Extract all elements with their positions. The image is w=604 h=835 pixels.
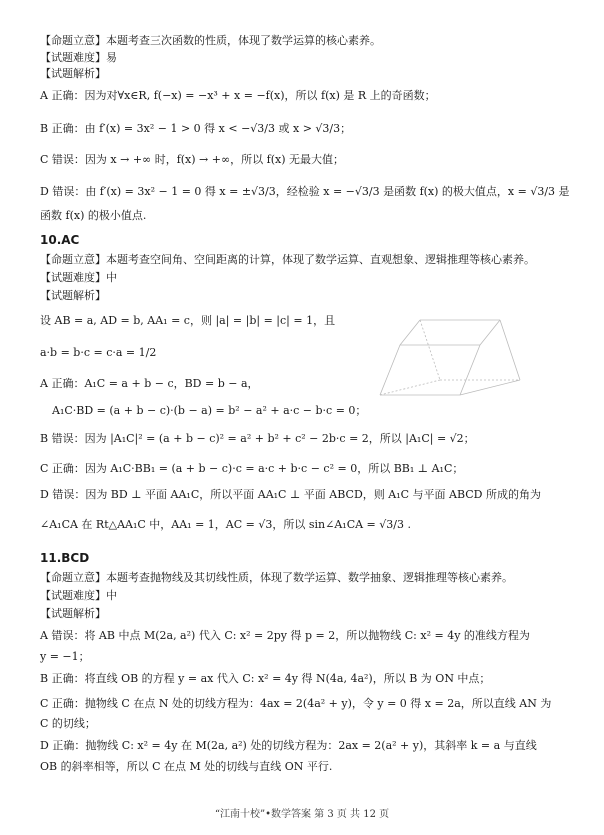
text-line: 函数 f(x) 的极小值点. bbox=[40, 209, 147, 222]
text-line: C 正确：因为 A₁C·BB₁ = (a + b − c)·c = a·c + b·c − c² = 0，所以 BB₁ ⊥ A₁C； bbox=[40, 462, 464, 475]
text-line: C 错误：因为 x → +∞ 时，f(x) → +∞，所以 f(x) 无最大值； bbox=[40, 153, 344, 166]
text-line: C 的切线； bbox=[40, 717, 96, 730]
text-line: B 正确：将直线 OB 的方程 y = ax 代入 C: x² = 4y 得 N(4a, 4a²)，所以 B 为 ON 中点； bbox=[40, 672, 491, 685]
text-line: y = −1； bbox=[40, 650, 90, 663]
text-line: 【试题难度】中 bbox=[40, 589, 117, 602]
text-line: D 错误：由 f′(x) = 3x² − 1 = 0 得 x = ±√3/3，经检验 x = −√3/3 是函数 f(x) 的极大值点，x = √3/3 是 bbox=[40, 185, 570, 198]
page-footer: “江南十校”•数学答案 第 3 页 共 12 页 bbox=[214, 809, 390, 820]
text-line: A₁C·BD = (a + b − c)·(b − a) = b² − a² + a·c − b·c = 0； bbox=[52, 404, 367, 417]
text-line: OB 的斜率相等，所以 C 在点 M 处的切线与直线 ON 平行. bbox=[40, 760, 333, 773]
text-line: A 正确：因为对∀x∈R, f(−x) = −x³ + x = −f(x)，所以 f(x) 是 R 上的奇函数； bbox=[40, 89, 436, 102]
text-line: 【试题难度】中 bbox=[40, 271, 117, 284]
text-line: 设 AB = a, AD = b, AA₁ = c，则 |a| = |b| = |c| = 1，且 bbox=[40, 314, 336, 327]
text-line: C 正确：抛物线 C 在点 N 处的切线方程为：4ax = 2(4a² + y)，令 y = 0 得 x = 2a，所以直线 AN 为 bbox=[40, 697, 552, 710]
text-line: 【试题解析】 bbox=[40, 67, 106, 80]
text-line: D 错误：因为 BD ⊥ 平面 AA₁C，所以平面 AA₁C ⊥ 平面 ABCD，则 A₁C 与平面 ABCD 所成的角为 bbox=[40, 488, 541, 501]
text-line: 【命题立意】本题考查抛物线及其切线性质，体现了数学运算、数学抽象、逻辑推理等核心素养。 bbox=[40, 571, 513, 584]
text-line: 【试题难度】易 bbox=[40, 51, 117, 64]
text-line: a·b = b·c = c·a = 1/2 bbox=[40, 346, 157, 359]
question-number: 10.AC bbox=[40, 233, 80, 247]
text-line: A 正确：A₁C = a + b − c，BD = b − a， bbox=[40, 377, 259, 390]
text-line: B 错误：因为 |A₁C|² = (a + b − c)² = a² + b² + c² − 2b·c = 2，所以 |A₁C| = √2； bbox=[40, 432, 475, 445]
text-line: 【试题解析】 bbox=[40, 607, 106, 620]
text-line: 【命题立意】本题考查三次函数的性质，体现了数学运算的核心素养。 bbox=[40, 34, 381, 47]
text-line: A 错误：将 AB 中点 M(2a, a²) 代入 C: x² = 2py 得 p = 2，所以抛物线 C: x² = 4y 的准线方程为 bbox=[40, 629, 530, 642]
text-line: B 正确：由 f′(x) = 3x² − 1 > 0 得 x < −√3/3 或 x > √3/3； bbox=[40, 122, 352, 135]
text-line: D 正确：抛物线 C: x² = 4y 在 M(2a, a²) 处的切线方程为：2ax = 2(a² + y)，其斜率 k = a 与直线 bbox=[40, 739, 537, 752]
text-line: 【试题解析】 bbox=[40, 289, 106, 302]
text-line: ∠A₁CA 在 Rt△AA₁C 中，AA₁ = 1，AC = √3，所以 sin∠A₁CA = √3/3 . bbox=[40, 518, 411, 531]
text-line: 【命题立意】本题考查空间角、空间距离的计算，体现了数学运算、直观想象、逻辑推理等核心素养。 bbox=[40, 253, 535, 266]
geometry-figure bbox=[360, 300, 560, 410]
question-number: 11.BCD bbox=[40, 551, 90, 565]
